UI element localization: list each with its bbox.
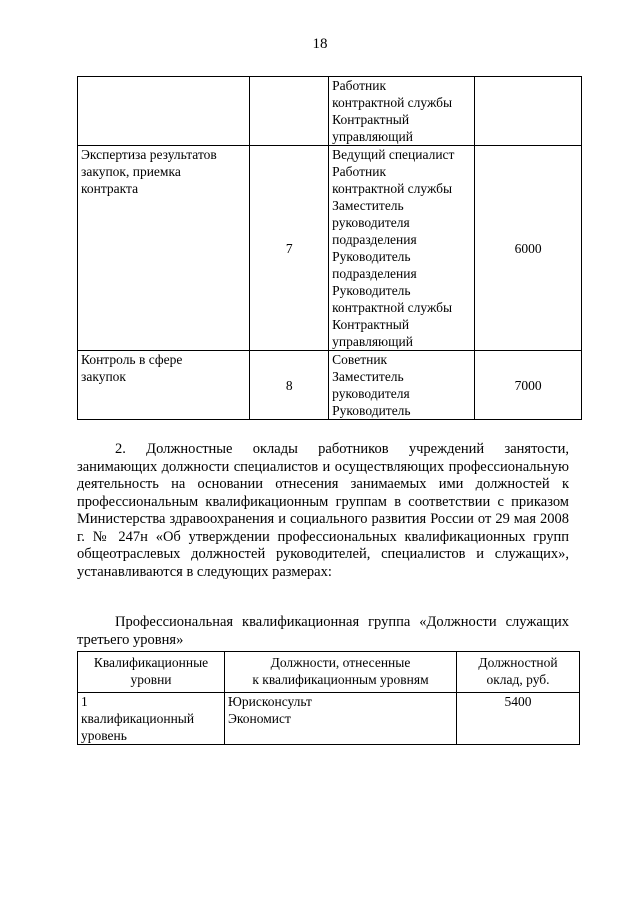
- position-line: Заместитель: [332, 198, 404, 213]
- table-row: [78, 77, 582, 146]
- position-line: Экономист: [228, 711, 291, 726]
- qualification-group-title: Профессиональная квалификационная группа «Должности служащих третьего уровня»: [77, 614, 569, 648]
- header-line: уровни: [130, 672, 172, 687]
- function-cell: [78, 351, 250, 420]
- number-cell: 8: [250, 351, 329, 420]
- table-row: [78, 146, 582, 351]
- page-number: 18: [312, 36, 328, 52]
- position-line: контрактной службы: [332, 181, 453, 196]
- salary-cell: 6000: [475, 146, 582, 351]
- position-line: Контрактный: [332, 112, 410, 127]
- header-line: оклад, руб.: [486, 672, 550, 687]
- header-levels: [78, 652, 225, 693]
- function-cell: [78, 146, 250, 351]
- position-line: подразделения: [332, 232, 417, 247]
- position-line: подразделения: [332, 266, 417, 281]
- level-line: квалификационный: [81, 711, 195, 726]
- level-line: 1: [81, 694, 88, 709]
- positions-cell: [329, 351, 475, 420]
- position-line: Руководитель: [332, 283, 411, 298]
- number-cell: 7: [250, 146, 329, 351]
- positions-cell: [225, 693, 457, 745]
- level-cell: [78, 693, 225, 745]
- position-line: руководителя: [332, 215, 410, 230]
- positions-cell: [329, 77, 475, 146]
- function-line: контракта: [81, 181, 139, 196]
- salary-cell: [475, 77, 582, 146]
- function-line: закупок: [81, 369, 126, 384]
- position-line: Руководитель: [332, 403, 411, 418]
- salary-cell: 7000: [475, 351, 582, 420]
- position-line: Работник: [332, 164, 387, 179]
- procurement-salary-table: [77, 76, 582, 420]
- position-line: управляющий: [332, 129, 413, 144]
- function-line: закупок, приемка: [81, 164, 181, 179]
- header-salary: [457, 652, 580, 693]
- header-line: Должностной: [478, 655, 558, 670]
- header-line: Квалификационные: [93, 655, 209, 670]
- position-line: контрактной службы: [332, 300, 453, 315]
- header-positions: [225, 652, 457, 693]
- position-line: Ведущий специалист: [332, 147, 455, 162]
- position-line: Советник: [332, 352, 388, 367]
- positions-cell: [329, 146, 475, 351]
- function-line: Контроль в сфере: [81, 352, 183, 367]
- salary-cell: 5400: [457, 693, 580, 745]
- header-line: к квалификационным уровням: [252, 672, 429, 687]
- position-line: Руководитель: [332, 249, 411, 264]
- position-line: руководителя: [332, 386, 410, 401]
- function-line: Экспертиза результатов: [81, 147, 217, 162]
- level-line: уровень: [81, 728, 127, 743]
- qualification-salary-table: [77, 651, 580, 745]
- salary-paragraph: 2. Должностные оклады работников учреждений занятости, занимающих должности специалистов и осуществляющих профессиональную деятельность на основании отнесения занимаемых ими должностей к профессиональным квалификационным группам в соответствии с приказом Министерства здравоохранения и социального развития России от 29 мая 2008 г. № 247н «Об утверждении профессиональных квалификационных групп общеотраслевых должностей руководителей, специалистов и служащих», устанавливаются в следующих размерах:: [77, 441, 569, 580]
- position-line: Заместитель: [332, 369, 404, 384]
- position-line: Контрактный: [332, 317, 410, 332]
- table-row: [78, 693, 580, 745]
- table-row: [78, 351, 582, 420]
- position-line: Юрисконсульт: [228, 694, 312, 709]
- number-cell: [250, 77, 329, 146]
- position-line: Работник: [332, 78, 387, 93]
- function-cell: [78, 77, 250, 146]
- position-line: управляющий: [332, 334, 413, 349]
- header-line: Должности, отнесенные: [270, 655, 411, 670]
- position-line: контрактной службы: [332, 95, 453, 110]
- table-header-row: [78, 652, 580, 693]
